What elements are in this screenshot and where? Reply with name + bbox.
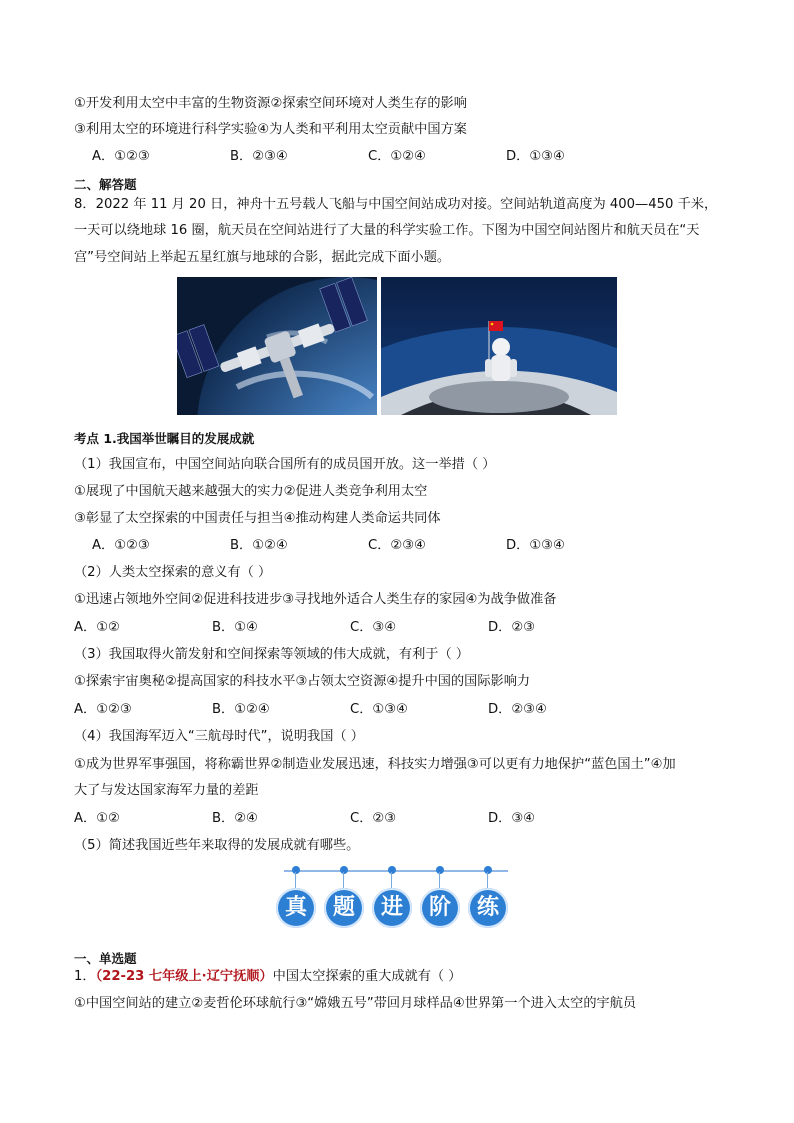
option-d[interactable]: D．①③④ (506, 538, 565, 553)
astronaut-photo (381, 277, 617, 415)
option-b[interactable]: B．①④ (212, 620, 258, 635)
question-text: 8．2022 年 11 月 20 日，神舟十五号载人飞船与中国空间站成功对接。空间站轨道高度为 400—450 千米， (74, 197, 718, 212)
question-text: 宫”号空间站上举起五星红旗与地球的合影，据此完成下面小题。 (74, 250, 451, 265)
option-c[interactable]: C．②③ (350, 811, 397, 826)
statement-line: ①中国空间站的建立②麦哲伦环球航行③“嫦娥五号”带回月球样品④世界第一个进入太空的宇航员 (74, 996, 637, 1011)
statement-line: 大了与发达国家海军力量的差距 (74, 783, 259, 798)
banner-stem (295, 872, 296, 888)
option-d[interactable]: D．③④ (488, 811, 535, 826)
banner-stem (487, 872, 488, 888)
statement-line: ①展现了中国航天越来越强大的实力②促进人类竞争利用太空 (74, 484, 428, 499)
banner-char: 题 (324, 888, 364, 928)
practice-banner (276, 866, 516, 936)
answer-options (74, 619, 626, 637)
option-a[interactable]: A．①② (74, 811, 120, 826)
statement-line: ③彰显了太空探索的中国责任与担当④推动构建人类命运共同体 (74, 511, 441, 526)
sub-question-stem: （5）简述我国近些年来取得的发展成就有哪些。 (74, 838, 360, 853)
option-c[interactable]: C．②③④ (368, 538, 426, 553)
banner-pin (340, 866, 348, 874)
banner-char: 阶 (420, 888, 460, 928)
sub-question-stem: （2）人类太空探索的意义有（ ） (74, 565, 272, 580)
space-station-icon (177, 277, 377, 415)
answer-options (92, 537, 644, 555)
banner-rail (284, 870, 508, 872)
option-b[interactable]: B．①②④ (230, 538, 288, 553)
banner-stem (391, 872, 392, 888)
section-heading: 二、解答题 (74, 177, 137, 192)
answer-options (92, 148, 644, 166)
banner-char: 练 (468, 888, 508, 928)
question-line (74, 968, 461, 986)
banner-pin (292, 866, 300, 874)
option-d[interactable]: D．②③ (488, 620, 535, 635)
option-c[interactable]: C．③④ (350, 620, 397, 635)
statement-line: ①迅速占领地外空间②促进科技进步③寻找地外适合人类生存的家园④为战争做准备 (74, 592, 557, 607)
answer-options (74, 810, 626, 828)
sub-question-stem: （4）我国海军迈入“三航母时代”，说明我国（ ） (74, 729, 364, 744)
option-a[interactable]: A．①②③ (92, 538, 150, 553)
option-b[interactable]: B．①②④ (212, 702, 270, 717)
option-d[interactable]: D．①③④ (506, 149, 565, 164)
statement-line: ①探索宇宙奥秘②提高国家的科技水平③占领太空资源④提升中国的国际影响力 (74, 674, 531, 689)
sub-question-stem: （3）我国取得火箭发射和空间探索等领域的伟大成就，有利于（ ） (74, 647, 470, 662)
option-c[interactable]: C．①③④ (350, 702, 408, 717)
statement-line: ①成为世界军事强国，将称霸世界②制造业发展迅速，科技实力增强③可以更有力地保护“蓝色国土”④加 (74, 757, 676, 772)
option-a[interactable]: A．①②③ (74, 702, 132, 717)
banner-stem (439, 872, 440, 888)
option-a[interactable]: A．①② (74, 620, 120, 635)
question-number: 1． (74, 969, 96, 984)
sub-question-stem: （1）我国宣布，中国空间站向联合国所有的成员国开放。这一举措（ ） (74, 457, 496, 472)
banner-pin (484, 866, 492, 874)
question-stem: 中国太空探索的重大成就有（ ） (272, 969, 462, 984)
astronaut-flag-icon (381, 277, 617, 415)
section-heading: 一、单选题 (74, 951, 137, 966)
option-d[interactable]: D．②③④ (488, 702, 547, 717)
banner-char: 真 (276, 888, 316, 928)
option-b[interactable]: B．②③④ (230, 149, 288, 164)
answer-options (74, 701, 626, 719)
statement-line: ①开发利用太空中丰富的生物资源②探索空间环境对人类生存的影响 (74, 96, 467, 111)
source-tag: （22-23 七年级上·辽宁抚顺） (95, 969, 273, 984)
banner-stem (343, 872, 344, 888)
option-a[interactable]: A．①②③ (92, 149, 150, 164)
banner-pin (388, 866, 396, 874)
option-c[interactable]: C．①②④ (368, 149, 426, 164)
kaodian-heading: 考点 1.我国举世瞩目的发展成就 (74, 431, 255, 446)
banner-pin (436, 866, 444, 874)
banner-char: 进 (372, 888, 412, 928)
space-station-photo (177, 277, 377, 415)
question-text: 一天可以绕地球 16 圈，航天员在空间站进行了大量的科学实验工作。下图为中国空间站图片和航天员在“天 (74, 223, 700, 238)
statement-line: ③利用太空的环境进行科学实验④为人类和平利用太空贡献中国方案 (74, 122, 467, 137)
option-b[interactable]: B．②④ (212, 811, 258, 826)
